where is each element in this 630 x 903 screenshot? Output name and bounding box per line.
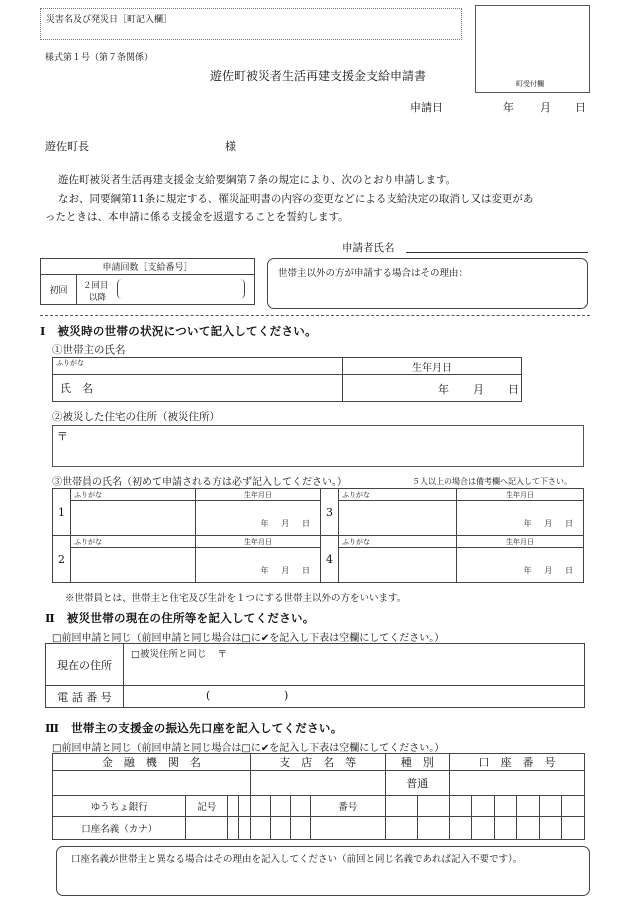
divider-dashed xyxy=(40,315,590,316)
member-name-cell[interactable] xyxy=(71,548,196,583)
section3-same-note[interactable]: □前回申請と同じ（前回申請と同じ場合は□に✔を記入し下表は空欄にしてください。） xyxy=(52,743,445,754)
account-reason-box[interactable] xyxy=(56,846,590,896)
count-first[interactable]: 初回 xyxy=(41,275,77,305)
addressee: 遊佐町長 xyxy=(45,140,89,153)
application-date xyxy=(410,99,585,115)
bango-digit[interactable] xyxy=(539,796,561,817)
count-second-cell[interactable] xyxy=(77,275,255,305)
kigo-digit[interactable] xyxy=(228,796,239,817)
page-title: 遊佐町被災者生活再建支援金支給申請書 xyxy=(210,69,427,83)
section2-title: Ⅱ 被災世帯の現在の住所等を記入してください。 xyxy=(45,611,315,625)
member-birth-year: 年 xyxy=(523,518,532,528)
kana-cell[interactable] xyxy=(417,817,449,840)
section1-sub2: ②被災した住宅の住所（被災住所） xyxy=(52,411,220,423)
current-address-cell[interactable] xyxy=(124,644,585,686)
form-number: 様式第１号（第７条関係） xyxy=(45,53,154,63)
section1-title: Ⅰ 被災時の世帯の状況について記入してください。 xyxy=(40,324,317,338)
phone-cell[interactable] xyxy=(124,686,585,708)
addressee-honorific: 様 xyxy=(225,140,236,153)
body-line-1: 遊佐町被災者生活再建支援金支給要綱第７条の規定により、次のとおり申請します。 xyxy=(58,174,457,186)
member-furigana[interactable]: ふりがな xyxy=(71,536,196,548)
member-birth-month: 月 xyxy=(544,518,553,528)
count-header: 申請回数［支給番号］ xyxy=(41,259,255,275)
member-birth-day: 日 xyxy=(565,518,573,528)
section1-footnote: ※世帯員とは、世帯主と住宅及び生計を１つにする世帯主以外の方をいいます。 xyxy=(65,593,407,604)
disaster-address-box[interactable] xyxy=(52,425,584,467)
kana-cell[interactable] xyxy=(517,817,539,840)
member-name-cell[interactable] xyxy=(71,501,196,536)
account-number-cell[interactable] xyxy=(449,771,584,796)
kana-cell[interactable] xyxy=(239,817,250,840)
kana-cell[interactable] xyxy=(385,817,417,840)
section3-title: Ⅲ 世帯主の支援金の振込先口座を記入してください。 xyxy=(45,721,343,735)
disaster-postal-mark: 〒 xyxy=(57,430,68,443)
kigo-digit[interactable] xyxy=(239,796,250,817)
bango-digit[interactable] xyxy=(449,796,471,817)
kigo-digit[interactable] xyxy=(270,796,290,817)
kana-cell[interactable] xyxy=(290,817,310,840)
body-line-2: なお、同要綱第11条に規定する、罹災証明書の内容の変更などによる支給決定の取消し又は変更があ xyxy=(58,193,534,205)
count-second-label-2: 以降 xyxy=(89,293,107,303)
kigo-label: 記号 xyxy=(186,796,228,817)
member-birth-cell[interactable] xyxy=(457,501,584,536)
member-name-cell[interactable] xyxy=(339,501,457,536)
disaster-info-label: 災害名及び発災日［町記入欄］ xyxy=(46,15,173,25)
member-name-cell[interactable] xyxy=(339,548,457,583)
branch-name-cell[interactable] xyxy=(250,771,385,796)
section2-same-note[interactable]: □前回申請と同じ（前回申請と同じ場合は□に✔を記入し下表は空欄にしてください。） xyxy=(52,633,445,644)
member-number: 3 xyxy=(321,489,339,536)
reception-stamp-label: 町受付欄 xyxy=(516,80,544,88)
disaster-info-box[interactable] xyxy=(40,8,462,40)
bango-digit[interactable] xyxy=(385,796,417,817)
section1-sub3: ③世帯員の氏名（初めて申請される方は必ず記入してください。） xyxy=(52,477,347,488)
kana-cell[interactable] xyxy=(186,817,228,840)
bango-digit[interactable] xyxy=(562,796,585,817)
date-day: 日 xyxy=(575,101,586,114)
head-birth-label: 生年月日 xyxy=(343,358,522,375)
member-birth-month: 月 xyxy=(544,565,553,575)
count-bracket xyxy=(117,279,245,299)
reception-stamp-box xyxy=(475,5,590,93)
phone-open-paren: ( xyxy=(206,689,211,702)
current-postal-mark: 〒 xyxy=(217,649,228,660)
member-birth-year: 年 xyxy=(523,565,532,575)
member-furigana[interactable]: ふりがな xyxy=(339,489,457,501)
member-number: 1 xyxy=(53,489,71,536)
kana-cell[interactable] xyxy=(494,817,516,840)
head-birth-cell[interactable] xyxy=(343,375,522,402)
bango-label: 番号 xyxy=(310,796,385,817)
member-birth-label: 生年月日 xyxy=(457,536,584,548)
phone-label: 電 話 番 号 xyxy=(46,686,124,708)
kana-cell[interactable] xyxy=(310,817,385,840)
bango-digit[interactable] xyxy=(517,796,539,817)
kana-cell[interactable] xyxy=(270,817,290,840)
member-birth-year: 年 xyxy=(260,565,269,575)
yucho-label: ゆうちょ銀行 xyxy=(53,796,186,817)
applicant-reason-box[interactable] xyxy=(267,258,588,309)
section1-sub3-note: ５人以上の場合は備考欄へ記入して下さい。 xyxy=(412,477,572,486)
bank-header-type: 種 別 xyxy=(385,754,449,771)
head-name-label: 氏 名 xyxy=(60,382,93,395)
bank-header-number: 口 座 番 号 xyxy=(449,754,584,771)
member-furigana[interactable]: ふりがな xyxy=(339,536,457,548)
body-line-3: ったときは、本申請に係る支援金を返還することを誓約します。 xyxy=(45,211,349,223)
member-furigana[interactable]: ふりがな xyxy=(71,489,196,501)
kana-cell[interactable] xyxy=(562,817,585,840)
bango-digit[interactable] xyxy=(472,796,494,817)
date-label: 申請日 xyxy=(410,101,443,114)
household-head-table xyxy=(52,357,522,402)
member-birth-cell[interactable] xyxy=(457,548,584,583)
account-reason-label: 口座名義が世帯主と異なる場合はその理由を記入してください（前回と同じ名義であれば記入不要です）。 xyxy=(71,854,523,865)
date-year: 年 xyxy=(503,101,514,114)
bank-header-name: 金 融 機 関 名 xyxy=(53,754,251,771)
bango-digit[interactable] xyxy=(494,796,516,817)
member-birth-year: 年 xyxy=(260,518,269,528)
current-address-label: 現在の住所 xyxy=(46,644,124,686)
head-birth-day: 日 xyxy=(508,383,519,396)
applicant-reason-label: 世帯主以外の方が申請する場合はその理由： xyxy=(278,268,469,279)
member-birth-day: 日 xyxy=(302,518,310,528)
head-birth-year: 年 xyxy=(438,383,449,396)
kana-cell[interactable] xyxy=(539,817,561,840)
kigo-digit[interactable] xyxy=(250,796,270,817)
count-second-label: ２回目 xyxy=(83,281,109,291)
application-count-table xyxy=(40,258,255,305)
kana-cell[interactable] xyxy=(449,817,471,840)
member-birth-label: 生年月日 xyxy=(196,536,321,548)
bank-name-cell[interactable] xyxy=(53,771,251,796)
kana-cell[interactable] xyxy=(228,817,239,840)
head-birth-month: 月 xyxy=(473,383,484,396)
same-as-disaster-checkbox[interactable]: □被災住所と同じ xyxy=(131,649,207,660)
account-name-label: 口座名義（カナ） xyxy=(53,817,186,840)
head-furigana-cell[interactable]: ふりがな xyxy=(53,358,343,375)
bank-account-table xyxy=(52,753,585,840)
member-birth-label: 生年月日 xyxy=(196,489,321,501)
current-address-table xyxy=(45,643,585,708)
bank-header-branch: 支 店 名 等 xyxy=(250,754,385,771)
applicant-name-line[interactable] xyxy=(406,252,588,253)
member-birth-day: 日 xyxy=(302,565,310,575)
member-number: 2 xyxy=(53,536,71,583)
kana-cell[interactable] xyxy=(472,817,494,840)
member-birth-month: 月 xyxy=(281,565,290,575)
member-birth-label: 生年月日 xyxy=(457,489,584,501)
member-birth-cell[interactable] xyxy=(196,548,321,583)
head-name-cell[interactable] xyxy=(53,375,343,402)
member-birth-month: 月 xyxy=(281,518,290,528)
member-number: 4 xyxy=(321,536,339,583)
kana-cell[interactable] xyxy=(250,817,270,840)
date-month: 月 xyxy=(540,101,551,114)
household-members-table xyxy=(52,488,584,583)
member-birth-cell[interactable] xyxy=(196,501,321,536)
account-type-cell[interactable]: 普通 xyxy=(385,771,449,796)
bango-digit[interactable] xyxy=(417,796,449,817)
member-birth-day: 日 xyxy=(565,565,573,575)
kigo-digit[interactable] xyxy=(290,796,310,817)
applicant-name-label: 申請者氏名 xyxy=(342,242,395,254)
phone-close-paren: ) xyxy=(284,689,289,702)
section1-sub1: ①世帯主の氏名 xyxy=(52,344,126,356)
